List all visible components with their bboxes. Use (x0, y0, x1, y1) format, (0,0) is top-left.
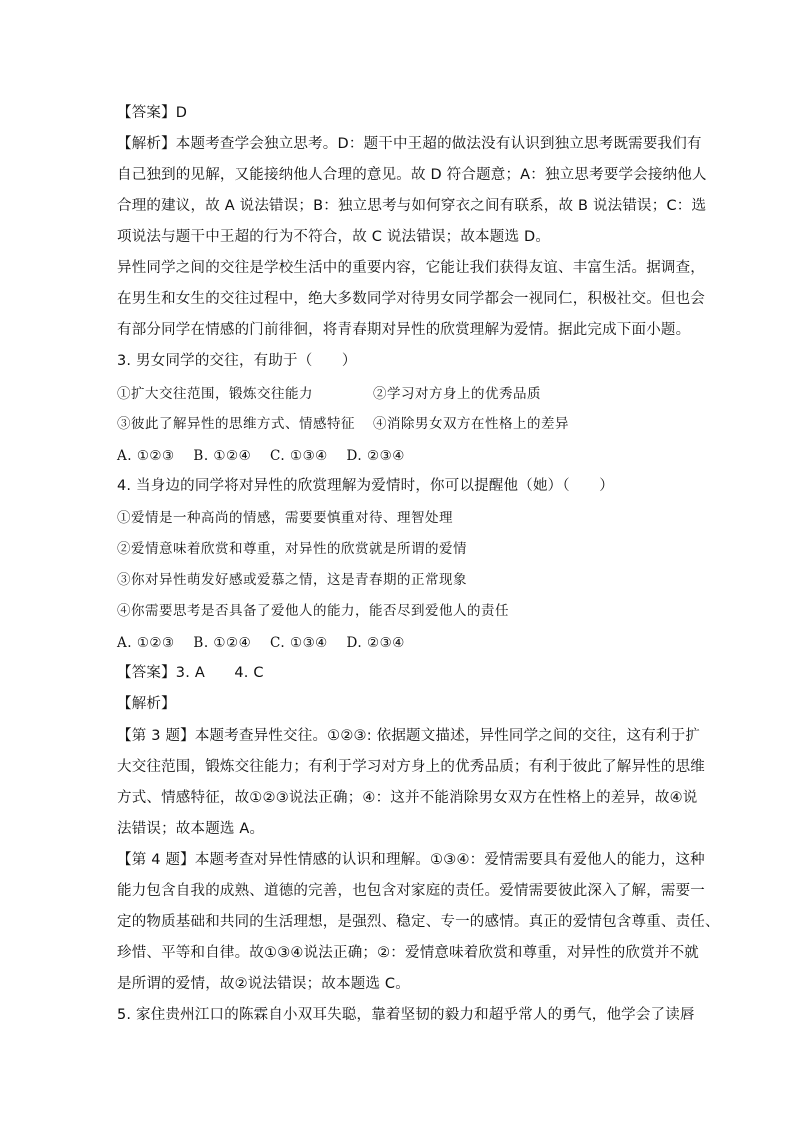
analysis-line: 能力包含自我的成熟、道德的完善，也包含对家庭的责任。爱情需要彼此深入了解，需要一 (117, 883, 705, 899)
passage-line: 有部分同学在情感的门前徘徊，将青春期对异性的欣赏理解为爱情。据此完成下面小题。 (117, 322, 691, 338)
analysis-line: 定的物质基础和共同的生活理想，是强烈、稳定、专一的感情。真正的爱情包含尊重、责任、 (117, 914, 720, 930)
question-3-statement-1: ①扩大交往范围，锻炼交往能力 (117, 386, 313, 402)
answer-label: 【答案】D (117, 105, 188, 121)
analysis-heading: 【解析】 (117, 696, 176, 712)
analysis-line: 自己独到的见解，又能接纳他人合理的意见。故 D 符合题意；A：独立思考要学会接纳他人 (117, 167, 707, 183)
analysis-line: 合理的建议，故 A 说法错误；B：独立思考与如何穿衣之间有联系，故 B 说法错误；C：选 (117, 198, 707, 214)
question-3-choices: A. ①②③ B. ①②④ C. ①③④ D. ②③④ (117, 448, 405, 464)
question-4-stem: 4. 当身边的同学将对异性的欣赏理解为爱情时，你可以提醒他（她）（ ） (117, 478, 614, 494)
analysis-line: 珍惜、平等和自律。故①③④说法正确；②：爱情意味着欣赏和尊重，对异性的欣赏并不就 (117, 945, 699, 961)
analysis-line: 【第 3 题】本题考查异性交往。①②③: 依据题文描述，异性同学之间的交往，这有利于扩 (117, 728, 701, 744)
analysis-line: 法错误；故本题选 A。 (117, 821, 265, 837)
analysis-line: 大交往范围，锻炼交往能力；有利于学习对方身上的优秀品质；有利于彼此了解异性的思维 (117, 759, 705, 775)
question-4-statement-1: ①爱情是一种高尚的情感，需要要慎重对待、理智处理 (117, 510, 453, 526)
question-4-statement-2: ②爱情意味着欣赏和尊重，对异性的欣赏就是所谓的爱情 (117, 541, 467, 557)
analysis-line: 方式、情感特征，故①②③说法正确；④：这并不能消除男女双方在性格上的差异，故④说 (117, 790, 698, 806)
analysis-line: 项说法与题干中王超的行为不符合，故 C 说法错误；故本题选 D。 (117, 229, 551, 245)
question-3-statement-2: ②学习对方身上的优秀品质 (373, 386, 541, 402)
question-3-stem: 3. 男女同学的交往，有助于（ ） (117, 353, 357, 369)
analysis-line: 是所谓的爱情，故②说法错误；故本题选 C。 (117, 976, 410, 992)
question-3-statement-3: ③彼此了解异性的思维方式、情感特征 (117, 416, 355, 432)
question-3-statement-4: ④消除男女双方在性格上的差异 (373, 416, 569, 432)
question-4-statement-3: ③你对异性萌发好感或爱慕之情，这是青春期的正常现象 (117, 572, 467, 588)
question-4-choices: A. ①②③ B. ①②④ C. ①③④ D. ②③④ (117, 635, 405, 651)
analysis-line: 【第 4 题】本题考查对异性情感的认识和理解。①③④：爱情需要具有爱他人的能力，这种 (117, 852, 705, 868)
passage-line: 在男生和女生的交往过程中，绝大多数同学对待男女同学都会一视同仁，积极社交。但也会 (117, 291, 705, 307)
question-4-statement-4: ④你需要思考是否具备了爱他人的能力，能否尽到爱他人的责任 (117, 603, 509, 619)
question-5-stem: 5. 家住贵州江口的陈霖自小双耳失聪，靠着坚韧的毅力和超乎常人的勇气，他学会了读唇 (117, 1007, 695, 1023)
passage-line: 异性同学之间的交往是学校生活中的重要内容，它能让我们获得友谊、丰富生活。据调查， (117, 260, 705, 276)
analysis-line: 【解析】本题考查学会独立思考。D：题干中王超的做法没有认识到独立思考既需要我们有 (117, 136, 702, 152)
answer-label: 【答案】3. A 4. C (117, 665, 264, 681)
